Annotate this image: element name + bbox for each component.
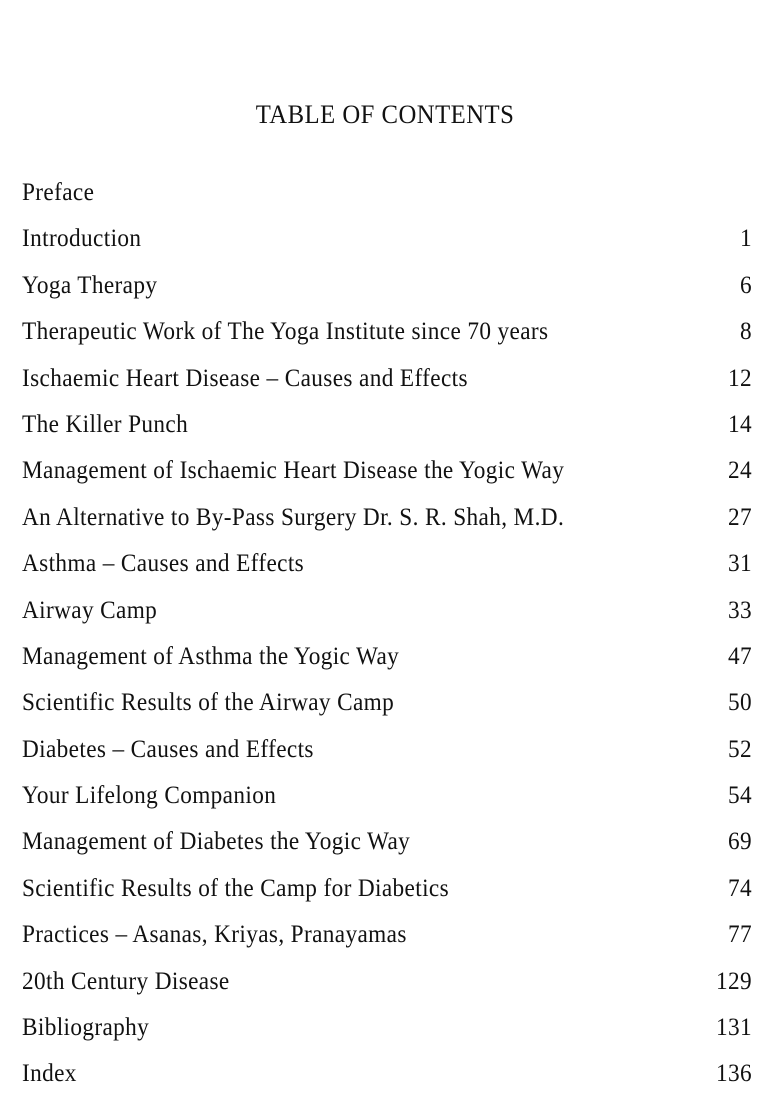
toc-entry-title: The Killer Punch bbox=[22, 410, 189, 438]
toc-entry[interactable] bbox=[22, 1051, 752, 1097]
toc-entry[interactable] bbox=[22, 541, 752, 587]
toc-entry-page: 1 bbox=[739, 225, 752, 253]
toc-entry[interactable] bbox=[22, 170, 752, 216]
toc-entry-title: Airway Camp bbox=[22, 596, 158, 624]
toc-entry-title: Yoga Therapy bbox=[22, 271, 158, 299]
toc-entry[interactable] bbox=[22, 680, 752, 726]
toc-entry[interactable] bbox=[22, 727, 752, 773]
toc-entry-title: An Alternative to By-Pass Surgery Dr. S. R. Shah, M.D. bbox=[22, 503, 565, 531]
toc-entry[interactable] bbox=[22, 448, 752, 494]
toc-entry[interactable] bbox=[22, 1005, 752, 1051]
toc-entry-page: 129 bbox=[716, 967, 752, 995]
toc-entry-title: Preface bbox=[22, 179, 95, 206]
toc-entry-title: Management of Diabetes the Yogic Way bbox=[22, 828, 411, 856]
toc-entry-title: Index bbox=[22, 1060, 77, 1088]
toc-entry-title: Diabetes – Causes and Effects bbox=[22, 735, 314, 763]
toc-entry-page: 131 bbox=[716, 1014, 752, 1042]
toc-entry-page: 74 bbox=[727, 874, 752, 902]
toc-entry[interactable] bbox=[22, 216, 752, 262]
toc-entry-title: Scientific Results of the Airway Camp bbox=[22, 689, 395, 717]
toc-entry[interactable] bbox=[22, 263, 752, 309]
toc-entry[interactable] bbox=[22, 356, 752, 402]
toc-entry-page: 6 bbox=[739, 271, 752, 299]
toc-entry[interactable] bbox=[22, 912, 752, 958]
toc-entry-page: 52 bbox=[727, 735, 752, 763]
toc-entry[interactable] bbox=[22, 309, 752, 355]
toc-entry-title: Practices – Asanas, Kriyas, Pranayamas bbox=[22, 921, 407, 949]
toc-entry-page: 8 bbox=[739, 318, 752, 346]
toc-entry-page: 27 bbox=[727, 503, 752, 531]
toc-entry[interactable] bbox=[22, 634, 752, 680]
table-of-contents bbox=[22, 170, 752, 1098]
toc-entry-page: 77 bbox=[727, 921, 752, 949]
toc-entry[interactable] bbox=[22, 819, 752, 865]
toc-entry-title: 20th Century Disease bbox=[22, 967, 230, 995]
toc-entry-title: Management of Asthma the Yogic Way bbox=[22, 642, 400, 670]
toc-entry-page: 136 bbox=[716, 1060, 752, 1088]
toc-entry-title: Your Lifelong Companion bbox=[22, 782, 277, 810]
toc-entry-page: 33 bbox=[727, 596, 752, 624]
toc-entry-title: Bibliography bbox=[22, 1014, 150, 1042]
page-title: TABLE OF CONTENTS bbox=[255, 100, 515, 129]
toc-entry[interactable] bbox=[22, 402, 752, 448]
toc-entry-page: 14 bbox=[727, 410, 752, 438]
toc-entry-page: 54 bbox=[727, 782, 752, 810]
toc-entry-title: Ischaemic Heart Disease – Causes and Effects bbox=[22, 364, 468, 392]
toc-entry-page: 47 bbox=[727, 642, 752, 670]
toc-entry[interactable] bbox=[22, 588, 752, 634]
toc-entry[interactable] bbox=[22, 495, 752, 541]
toc-entry-title: Asthma – Causes and Effects bbox=[22, 550, 305, 578]
toc-entry-title: Scientific Results of the Camp for Diabetics bbox=[22, 874, 450, 902]
toc-entry-page: 31 bbox=[727, 550, 752, 578]
toc-entry-page: 69 bbox=[727, 828, 752, 856]
toc-entry[interactable] bbox=[22, 866, 752, 912]
toc-entry[interactable] bbox=[22, 773, 752, 819]
toc-entry-page: 12 bbox=[727, 364, 752, 392]
toc-entry-title: Management of Ischaemic Heart Disease the Yogic Way bbox=[22, 457, 565, 485]
toc-entry-page: 50 bbox=[727, 689, 752, 717]
toc-entry-title: Therapeutic Work of The Yoga Institute since 70 years bbox=[22, 318, 549, 346]
toc-entry-title: Introduction bbox=[22, 225, 142, 253]
toc-entry-page: 24 bbox=[727, 457, 752, 485]
toc-entry[interactable] bbox=[22, 959, 752, 1005]
